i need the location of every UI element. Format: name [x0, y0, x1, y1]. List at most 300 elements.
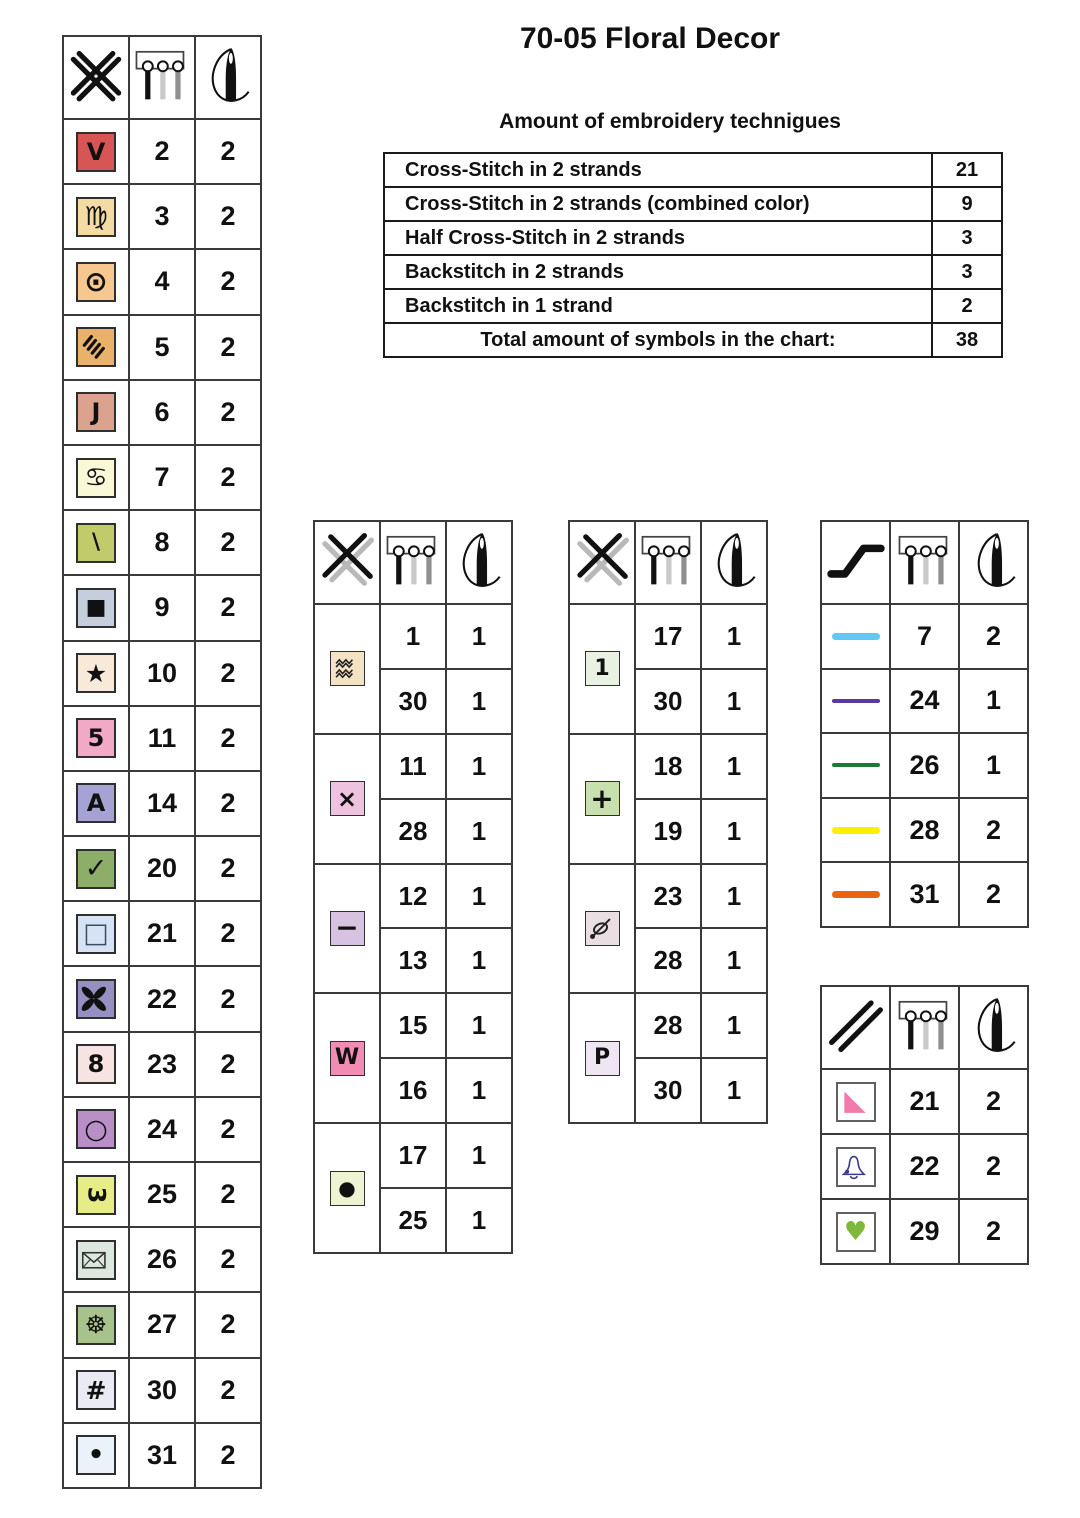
- strands-count: 1: [471, 620, 487, 651]
- legend-row: [821, 604, 1028, 669]
- legend-header-cell: [314, 521, 380, 604]
- symbol-cell: [569, 993, 635, 1123]
- symbol-cell: [569, 864, 635, 994]
- color-number-cell: [129, 119, 195, 184]
- symbol-swatch: [330, 911, 365, 946]
- symbol-swatch: [330, 781, 365, 816]
- strands-count: 2: [220, 918, 236, 949]
- symbol-swatch: [76, 1435, 116, 1475]
- symbol-swatch: [76, 979, 116, 1019]
- half-cross-stitch-legend-table: [820, 985, 1029, 1265]
- strands-count-cell: [195, 1032, 261, 1097]
- strands-count: 2: [220, 136, 236, 167]
- symbol-cell: [821, 669, 890, 734]
- strands-count-cell: [195, 641, 261, 706]
- symbol-cell: [63, 380, 129, 445]
- strands-count: 2: [220, 1309, 236, 1340]
- legend-header-cell: [821, 521, 890, 604]
- color-number: 23: [146, 1048, 178, 1079]
- strands-count: 2: [220, 527, 236, 558]
- strands-count: 1: [726, 815, 742, 846]
- symbol-swatch: [76, 262, 116, 302]
- symbol-cell: [63, 1358, 129, 1423]
- technique-row: [384, 221, 1002, 255]
- color-number-cell: [380, 1058, 446, 1123]
- strands-count: 1: [471, 750, 487, 781]
- symbol-swatch: [330, 651, 365, 686]
- symbol-glyph: P: [593, 1045, 611, 1071]
- color-number: 28: [653, 945, 683, 976]
- strands-count-cell: [195, 380, 261, 445]
- symbol-swatch: [330, 1171, 365, 1206]
- strands-count: 1: [985, 685, 1002, 716]
- strands-count-cell: [446, 928, 512, 993]
- legend-header-cell: [890, 986, 959, 1069]
- backstitch-line: [832, 763, 880, 767]
- strands-count: 1: [726, 945, 742, 976]
- symbol-cell: [314, 734, 380, 864]
- legend-header-cell: [195, 36, 261, 119]
- technique-total-label: Total amount of symbols in the chart:: [384, 323, 932, 357]
- color-number: 9: [154, 592, 170, 623]
- color-number: 25: [398, 1204, 428, 1235]
- strands-count-cell: [959, 669, 1028, 734]
- legend-row: [314, 864, 512, 929]
- color-number-cell: [890, 733, 959, 798]
- legend-row: [63, 901, 261, 966]
- symbol-cell: [63, 249, 129, 314]
- technique-label: Half Cross-Stitch in 2 strands: [384, 221, 932, 255]
- symbol-glyph: J: [91, 398, 101, 427]
- technique-label: Backstitch in 1 strand: [384, 289, 932, 323]
- color-number: 10: [146, 657, 178, 688]
- legend-row: [63, 1227, 261, 1292]
- technique-count: 2: [932, 289, 1002, 323]
- legend-row: [63, 1097, 261, 1162]
- symbol-cell: [821, 1134, 890, 1199]
- legend-row: [821, 1134, 1028, 1199]
- technique-count: 9: [932, 187, 1002, 221]
- symbol-cell: [63, 1162, 129, 1227]
- color-number: 11: [399, 750, 427, 781]
- strands-count: 1: [985, 749, 1002, 780]
- page-title: 70-05 Floral Decor: [519, 22, 781, 55]
- symbol-swatch: [76, 653, 116, 693]
- techniques-table: [383, 152, 1003, 358]
- strands-count: 1: [726, 1075, 742, 1106]
- strands-count-cell: [701, 864, 767, 929]
- strands-count: 2: [220, 1439, 236, 1470]
- symbol-glyph: \: [91, 529, 101, 555]
- symbol-swatch: [76, 588, 116, 628]
- color-number: 18: [653, 750, 683, 781]
- strands-count-cell: [195, 901, 261, 966]
- color-number-cell: [129, 1227, 195, 1292]
- strands-count: 2: [985, 1086, 1002, 1116]
- technique-row: [384, 289, 1002, 323]
- symbol-glyph: A: [86, 789, 106, 818]
- symbol-cell: [63, 966, 129, 1031]
- waves-icon: [331, 654, 364, 683]
- strands-count: 2: [985, 879, 1002, 910]
- symbol-swatch: [76, 197, 116, 237]
- color-number: 24: [146, 1113, 178, 1144]
- legend-row: [63, 575, 261, 640]
- strands-count-cell: [195, 1292, 261, 1357]
- strands-count-cell: [959, 1134, 1028, 1199]
- strands-count-cell: [446, 734, 512, 799]
- color-number-cell: [129, 1097, 195, 1162]
- strands-count-cell: [959, 862, 1028, 927]
- color-number: 24: [909, 685, 940, 716]
- color-number-cell: [380, 799, 446, 864]
- legend-row: [821, 798, 1028, 863]
- symbol-cell: [63, 315, 129, 380]
- technique-total-count: 38: [932, 323, 1002, 357]
- color-number: 30: [653, 1075, 683, 1106]
- color-number-cell: [129, 836, 195, 901]
- pink-triangle-icon: [838, 1086, 874, 1118]
- legend-row: [314, 604, 512, 669]
- legend-row: [63, 1358, 261, 1423]
- symbol-glyph: ☸: [84, 1310, 108, 1340]
- color-number-cell: [635, 734, 701, 799]
- symbol-swatch: [585, 1041, 620, 1076]
- legend-row: [63, 380, 261, 445]
- legend-row: [63, 641, 261, 706]
- symbol-swatch: [76, 523, 116, 563]
- symbol-glyph: V: [86, 137, 106, 166]
- symbol-swatch: [76, 1109, 116, 1149]
- symbol-cell: [63, 575, 129, 640]
- symbol-cell: [63, 706, 129, 771]
- symbol-swatch: [76, 849, 116, 889]
- strands-icon: [133, 46, 191, 104]
- legend-row: [63, 445, 261, 510]
- strands-count-cell: [959, 1069, 1028, 1134]
- technique-count: 3: [932, 255, 1002, 289]
- strands-count: 1: [726, 880, 742, 911]
- backstitch-line: [832, 699, 880, 703]
- petals-icon: [78, 983, 114, 1015]
- strands-count: 1: [726, 620, 742, 651]
- color-number-cell: [129, 510, 195, 575]
- symbol-glyph: ★: [84, 658, 108, 688]
- symbol-cell: [63, 836, 129, 901]
- legend-row: [63, 836, 261, 901]
- strands-count-cell: [195, 966, 261, 1031]
- color-number: 14: [146, 787, 178, 818]
- symbol-cell: [63, 510, 129, 575]
- strands-count: 2: [220, 1179, 236, 1210]
- color-number-cell: [129, 445, 195, 510]
- symbol-cell: [63, 901, 129, 966]
- strands-count-cell: [195, 575, 261, 640]
- legend-header-row: [314, 521, 512, 604]
- strands-count: 1: [471, 1010, 487, 1041]
- symbol-swatch: [76, 132, 116, 172]
- symbol-swatch: [330, 1041, 365, 1076]
- strands-count: 2: [220, 331, 236, 362]
- technique-total-row: [384, 323, 1002, 357]
- legend-header-cell: [959, 986, 1028, 1069]
- strands-count: 1: [471, 880, 487, 911]
- legend-row: [63, 1423, 261, 1488]
- color-number: 20: [146, 853, 178, 884]
- symbol-cell: [63, 1097, 129, 1162]
- strands-count: 1: [471, 1204, 487, 1235]
- strands-count: 2: [220, 722, 236, 753]
- technique-label: Backstitch in 2 strands: [384, 255, 932, 289]
- legend-header-row: [821, 521, 1028, 604]
- color-number: 28: [398, 815, 428, 846]
- strands-count-cell: [701, 993, 767, 1058]
- color-number-cell: [129, 184, 195, 249]
- color-number-cell: [380, 993, 446, 1058]
- color-number: 30: [398, 685, 428, 716]
- techniques-heading: Amount of embroidery technigues: [499, 110, 841, 133]
- strands-count: 2: [220, 462, 236, 493]
- legend-header-row: [63, 36, 261, 119]
- color-number-cell: [890, 669, 959, 734]
- color-number: 16: [398, 1075, 428, 1106]
- technique-count: 3: [932, 221, 1002, 255]
- color-number: 21: [146, 918, 178, 949]
- envelope-icon: [78, 1244, 114, 1276]
- combined-cross-stitch-icon: [318, 531, 376, 589]
- strands-count-cell: [195, 445, 261, 510]
- symbol-glyph: ■: [85, 594, 107, 620]
- symbol-cell: [63, 641, 129, 706]
- half-cross-stitch-icon: [827, 996, 885, 1054]
- strands-count-cell: [701, 799, 767, 864]
- symbol-cell: [314, 604, 380, 734]
- strands-count: 2: [220, 266, 236, 297]
- legend-row: [63, 706, 261, 771]
- symbol-swatch: [76, 1370, 116, 1410]
- strands-count: 1: [471, 1140, 487, 1171]
- legend-header-cell: [129, 36, 195, 119]
- color-number-cell: [380, 1123, 446, 1188]
- symbol-glyph: 5: [87, 724, 105, 753]
- strands-count-cell: [195, 1358, 261, 1423]
- three-lines-icon: [78, 331, 114, 363]
- strands-icon: [896, 531, 954, 589]
- color-number-cell: [129, 1292, 195, 1357]
- symbol-swatch: [76, 1240, 116, 1280]
- legend-row: [63, 1292, 261, 1357]
- strands-count-cell: [195, 1423, 261, 1488]
- symbol-glyph: +: [590, 781, 614, 815]
- symbol-swatch: [76, 458, 116, 498]
- strands-count: 2: [220, 1244, 236, 1275]
- strands-count-cell: [701, 1058, 767, 1123]
- symbol-glyph: ●: [338, 1176, 356, 1201]
- slashed-loop-icon: [586, 914, 619, 943]
- legend-header-row: [821, 986, 1028, 1069]
- legend-row: [63, 184, 261, 249]
- strands-count: 2: [220, 657, 236, 688]
- color-number-cell: [380, 1188, 446, 1253]
- legend-row: [63, 315, 261, 380]
- color-number: 22: [909, 1151, 940, 1181]
- color-number-cell: [890, 1069, 959, 1134]
- cross-stitch-icon: [67, 46, 125, 104]
- needle-icon: [456, 529, 502, 591]
- color-number: 7: [154, 462, 170, 493]
- symbol-cell: [821, 733, 890, 798]
- legend-header-cell: [446, 521, 512, 604]
- symbol-glyph: 8: [87, 1050, 105, 1079]
- color-number: 21: [909, 1086, 940, 1116]
- color-number: 29: [909, 1216, 940, 1246]
- legend-row: [63, 966, 261, 1031]
- strands-count-cell: [195, 1227, 261, 1292]
- legend-header-cell: [380, 521, 446, 604]
- symbol-swatch: [836, 1212, 876, 1252]
- symbol-glyph: #: [85, 1375, 107, 1405]
- combined-cross-stitch-icon: [573, 531, 631, 589]
- symbol-cell: [63, 184, 129, 249]
- color-number-cell: [129, 1358, 195, 1423]
- symbol-cell: [569, 734, 635, 864]
- strands-count: 2: [220, 1374, 236, 1405]
- strands-count-cell: [959, 733, 1028, 798]
- half-cross-legend-mount: [820, 985, 1029, 1265]
- symbol-glyph: −: [335, 911, 359, 945]
- symbol-cell: [63, 1292, 129, 1357]
- color-number: 2: [154, 136, 170, 167]
- legend-row: [569, 604, 767, 669]
- legend-row: [314, 993, 512, 1058]
- legend-row: [63, 510, 261, 575]
- strands-count-cell: [446, 799, 512, 864]
- legend-header-cell: [959, 521, 1028, 604]
- legend-header-cell: [635, 521, 701, 604]
- strands-count: 2: [220, 983, 236, 1014]
- legend-row: [821, 862, 1028, 927]
- symbol-swatch: [585, 911, 620, 946]
- strands-count-cell: [446, 1188, 512, 1253]
- color-number: 15: [398, 1010, 428, 1041]
- color-number-cell: [129, 1162, 195, 1227]
- strands-count: 2: [220, 592, 236, 623]
- color-number-cell: [890, 1134, 959, 1199]
- combined-legend-1-mount: [313, 520, 513, 1254]
- symbol-swatch: [76, 783, 116, 823]
- color-number-cell: [129, 315, 195, 380]
- color-number-cell: [129, 1423, 195, 1488]
- legend-row: [569, 734, 767, 799]
- strands-count-cell: [446, 1058, 512, 1123]
- strands-count: 2: [220, 1048, 236, 1079]
- backstitch-legend-table: [820, 520, 1029, 928]
- color-number-cell: [380, 734, 446, 799]
- symbol-cell: [314, 1123, 380, 1253]
- strands-count-cell: [195, 119, 261, 184]
- color-number: 26: [909, 749, 940, 780]
- color-number-cell: [380, 928, 446, 993]
- symbol-swatch: [585, 781, 620, 816]
- color-number: 28: [653, 1010, 683, 1041]
- color-number: 13: [398, 945, 428, 976]
- needle-icon: [971, 529, 1017, 591]
- backstitch-legend-mount: [820, 520, 1029, 928]
- strands-count: 2: [220, 201, 236, 232]
- needle-icon: [971, 994, 1017, 1056]
- color-number: 8: [154, 527, 170, 558]
- strands-count-cell: [959, 1199, 1028, 1264]
- strands-count-cell: [195, 1097, 261, 1162]
- legend-header-cell: [821, 986, 890, 1069]
- cross-stitch-legend-mount: [62, 35, 262, 1489]
- symbol-swatch: [76, 327, 116, 367]
- symbol-cell: [63, 1227, 129, 1292]
- color-number: 31: [909, 879, 940, 910]
- color-number: 27: [146, 1309, 178, 1340]
- legend-row: [314, 1123, 512, 1188]
- symbol-glyph: ×: [336, 784, 358, 813]
- symbol-cell: [821, 862, 890, 927]
- symbol-cell: [821, 798, 890, 863]
- symbol-glyph: W: [334, 1045, 360, 1071]
- color-number: 19: [653, 815, 683, 846]
- symbol-swatch: [836, 1147, 876, 1187]
- symbol-swatch: [585, 651, 620, 686]
- symbol-swatch: [76, 1044, 116, 1084]
- technique-row: [384, 255, 1002, 289]
- combined-legend-2-mount: [568, 520, 768, 1124]
- color-number: 3: [154, 201, 170, 232]
- symbol-cell: [63, 445, 129, 510]
- symbol-swatch: [76, 914, 116, 954]
- color-number-cell: [890, 798, 959, 863]
- color-number-cell: [890, 604, 959, 669]
- strands-count: 2: [220, 1113, 236, 1144]
- strands-count: 2: [220, 853, 236, 884]
- legend-row: [569, 864, 767, 929]
- color-number-cell: [380, 669, 446, 734]
- strands-count: 2: [985, 620, 1002, 651]
- symbol-glyph: 1: [594, 655, 610, 681]
- legend-header-row: [569, 521, 767, 604]
- symbol-cell: [63, 119, 129, 184]
- color-number-cell: [129, 706, 195, 771]
- color-number: 6: [154, 396, 170, 427]
- legend-row: [821, 669, 1028, 734]
- needle-icon: [711, 529, 757, 591]
- strands-count-cell: [195, 771, 261, 836]
- color-number: 22: [146, 983, 178, 1014]
- color-number: 31: [146, 1439, 178, 1470]
- color-number: 30: [146, 1374, 178, 1405]
- strands-count: 1: [726, 750, 742, 781]
- strands-count-cell: [701, 734, 767, 799]
- color-number-cell: [380, 864, 446, 929]
- backstitch-line: [832, 827, 880, 834]
- legend-row: [314, 734, 512, 799]
- color-number-cell: [635, 1058, 701, 1123]
- legend-row: [63, 771, 261, 836]
- symbol-cell: [63, 1032, 129, 1097]
- color-number-cell: [635, 993, 701, 1058]
- strands-count-cell: [701, 604, 767, 669]
- strands-count-cell: [195, 706, 261, 771]
- symbol-cell: [821, 1199, 890, 1264]
- technique-count: 21: [932, 153, 1002, 187]
- color-number-cell: [129, 966, 195, 1031]
- color-number-cell: [129, 1032, 195, 1097]
